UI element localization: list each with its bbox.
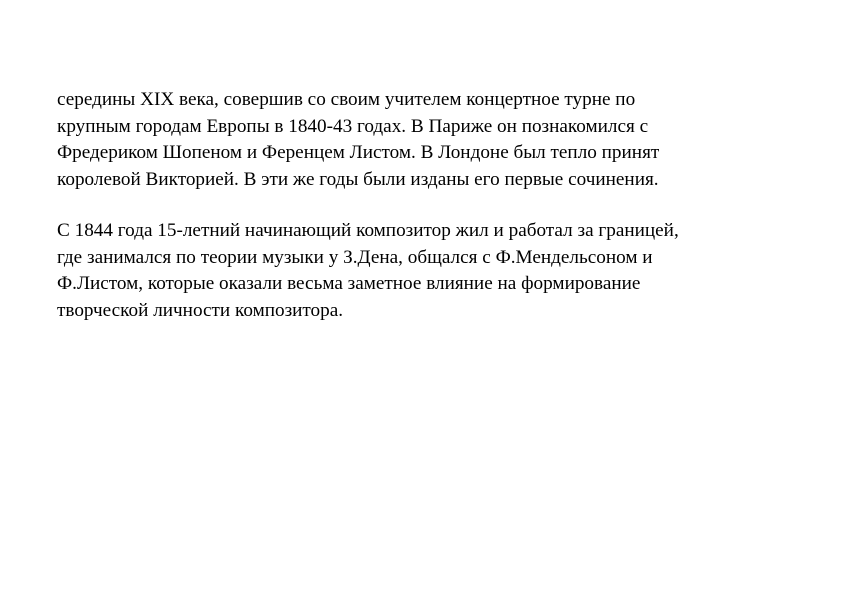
text-line: Фредериком Шопеном и Ференцем Листом. В Лондоне был тепло принят [57, 142, 660, 164]
text-line: творческой личности композитора. [57, 300, 344, 322]
paragraph-1 [57, 87, 797, 194]
paragraph-2 [57, 218, 797, 325]
text-line: королевой Викторией. В эти же годы были изданы его первые сочинения. [57, 169, 659, 191]
text-line: середины XIX века, совершив со своим учителем концертное турне по [57, 89, 636, 110]
text-line: крупным городам Европы в 1840-43 годах. В Париже он познакомился с [57, 115, 649, 137]
text-line: С 1844 года 15-летний начинающий композитор жил и работал за границей, [57, 220, 679, 241]
text-line: Ф.Листом, которые оказали весьма заметное влияние на формирование [57, 273, 641, 295]
text-line: где занимался по теории музыки у З.Дена, общался с Ф.Мендельсоном и [57, 246, 653, 268]
